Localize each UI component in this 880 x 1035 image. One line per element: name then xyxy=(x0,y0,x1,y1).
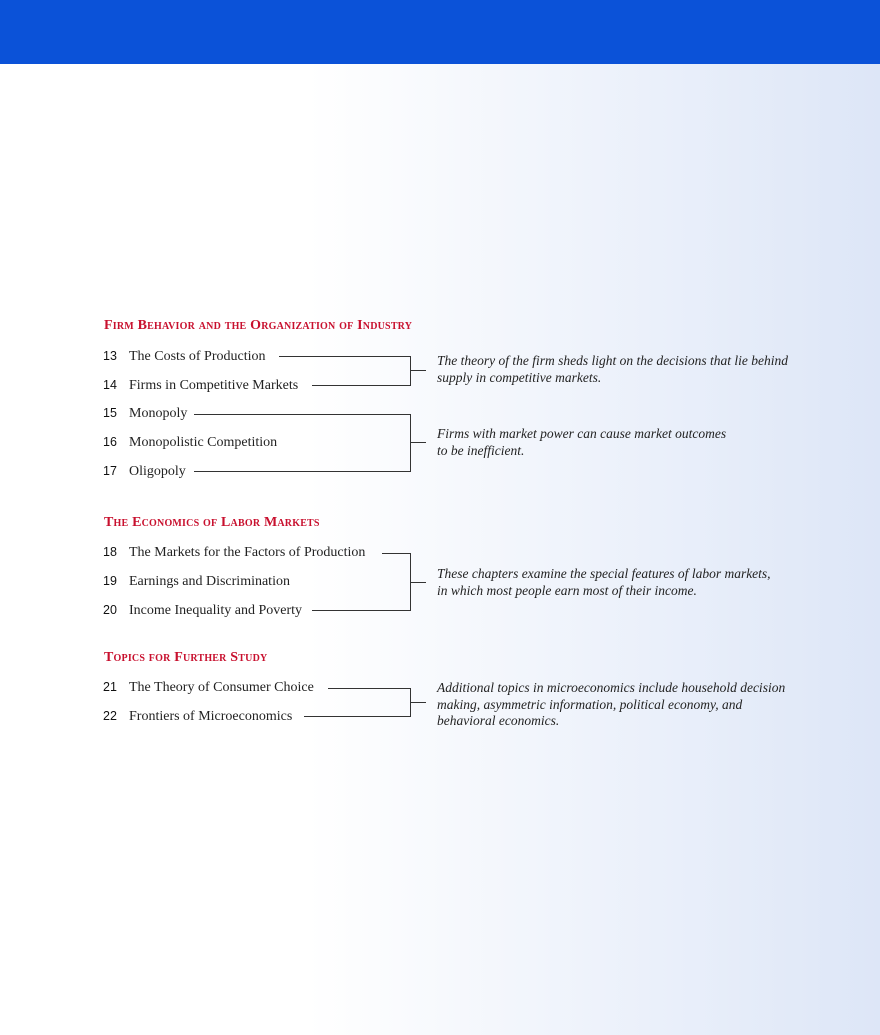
chapter-title: Monopoly xyxy=(129,406,188,421)
bracket-tick xyxy=(411,702,426,703)
bracket-line xyxy=(410,356,411,386)
chapter-number: 20 xyxy=(103,603,117,617)
chapter-title: Income Inequality and Poverty xyxy=(129,603,303,618)
connector-line xyxy=(312,610,411,611)
bracket-line xyxy=(410,414,411,472)
chapter-19[interactable] xyxy=(103,571,290,591)
chapter-21[interactable] xyxy=(103,677,314,697)
chapter-title: The Costs of Production xyxy=(129,349,266,364)
note-further-topics: Additional topics in microeconomics include household decision making, asymmetric information, political economy, and behavioral economics. xyxy=(437,680,786,728)
chapter-title: Firms in Competitive Markets xyxy=(129,378,299,393)
chapter-18[interactable] xyxy=(103,542,365,562)
chapter-number: 13 xyxy=(103,349,117,363)
connector-line xyxy=(312,385,411,386)
note-market-power: Firms with market power can cause market outcomes to be inefficient. xyxy=(437,426,727,458)
chapter-22[interactable] xyxy=(103,706,292,726)
chapter-15[interactable] xyxy=(103,403,187,423)
connector-line xyxy=(304,716,411,717)
chapter-number: 15 xyxy=(103,406,117,420)
chapter-number: 21 xyxy=(103,680,117,694)
connector-line xyxy=(328,688,411,689)
connector-line xyxy=(382,553,411,554)
header-bar xyxy=(0,0,880,64)
chapter-20[interactable] xyxy=(103,600,302,620)
section-title-further-study: Topics for Further Study xyxy=(104,650,268,665)
chapter-title: The Theory of Consumer Choice xyxy=(129,680,314,695)
chapter-16[interactable] xyxy=(103,432,277,452)
chapter-number: 14 xyxy=(103,378,117,392)
chapter-title: Monopolistic Competition xyxy=(129,435,278,450)
connector-line xyxy=(194,471,411,472)
section-title-firm-behavior: Firm Behavior and the Organization of Industry xyxy=(104,318,413,333)
chapter-number: 22 xyxy=(103,709,117,723)
chapter-17[interactable] xyxy=(103,461,186,481)
chapter-number: 16 xyxy=(103,435,117,449)
note-firm-theory: The theory of the firm sheds light on the decisions that lie behind supply in competitive markets. xyxy=(437,353,788,385)
chapter-title: Oligopoly xyxy=(129,464,186,479)
chapter-number: 17 xyxy=(103,464,117,478)
chapter-title: Earnings and Discrimination xyxy=(129,574,290,589)
chapter-title: Frontiers of Microeconomics xyxy=(129,709,293,724)
chapter-title: The Markets for the Factors of Production xyxy=(129,545,366,560)
chapter-number: 18 xyxy=(103,545,117,559)
section-title-labor-markets: The Economics of Labor Markets xyxy=(104,515,320,530)
chapter-13[interactable] xyxy=(103,346,266,366)
bracket-tick xyxy=(411,370,426,371)
connector-line xyxy=(279,356,411,357)
note-labor-markets: These chapters examine the special features of labor markets, in which most people earn most of their income. xyxy=(437,566,771,598)
chapter-14[interactable] xyxy=(103,375,298,395)
bracket-tick xyxy=(411,442,426,443)
bracket-tick xyxy=(411,582,426,583)
connector-line xyxy=(194,414,411,415)
chapter-number: 19 xyxy=(103,574,117,588)
